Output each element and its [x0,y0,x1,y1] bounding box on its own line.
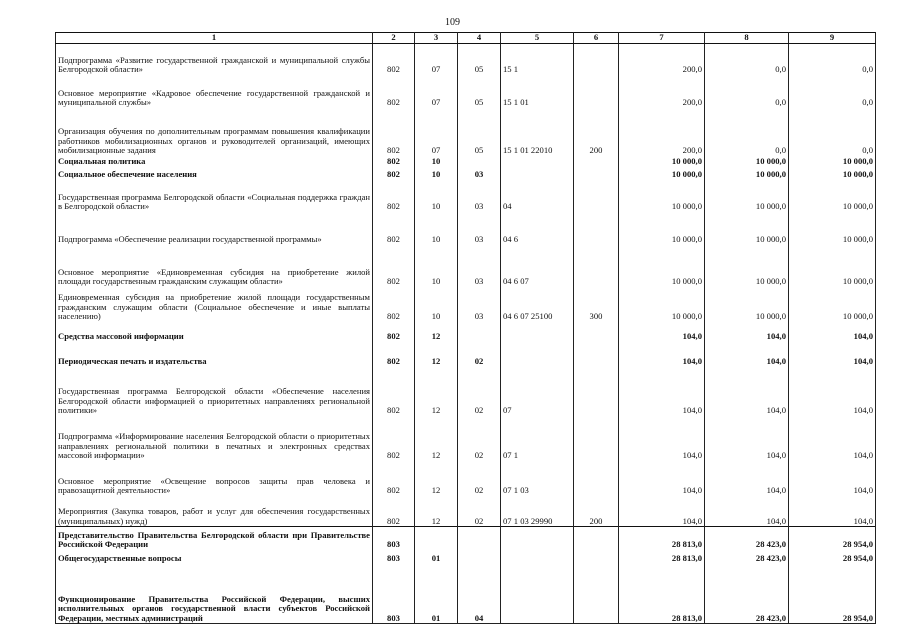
subsection-cell [458,550,501,564]
code-cell: 803 [373,550,415,564]
value-cell-col9: 10 000,0 [789,245,876,287]
subsection-cell: 02 [458,496,501,527]
target-article-cell [501,342,574,367]
subsection-cell: 02 [458,416,501,461]
expense-type-cell [574,156,619,167]
row-name-cell: Функционирование Правительства Российской Федерации, высших исполнительных органов государственной власти субъектов Российской Федерации, местных администраций [56,564,373,624]
subsection-cell [458,322,501,342]
subsection-cell: 02 [458,342,501,367]
section-cell: 12 [415,416,458,461]
target-article-cell [501,322,574,342]
table-row [56,212,876,245]
expense-type-cell [574,180,619,212]
subsection-cell: 03 [458,287,501,322]
table-row [56,367,876,416]
expense-type-cell [574,245,619,287]
value-cell-col9: 28 954,0 [789,527,876,550]
target-article-cell [501,550,574,564]
target-article-cell: 15 1 01 [501,75,574,108]
value-cell-col9: 104,0 [789,416,876,461]
expense-type-cell: 300 [574,287,619,322]
value-cell-col9: 104,0 [789,367,876,416]
value-cell-col7: 200,0 [619,44,705,75]
expense-type-cell [574,167,619,180]
target-article-cell [501,527,574,550]
section-cell: 12 [415,342,458,367]
value-cell-col8: 28 423,0 [705,564,789,624]
subsection-cell [458,156,501,167]
header-cell: 4 [458,33,501,44]
section-cell: 12 [415,322,458,342]
expense-type-cell: 200 [574,108,619,156]
value-cell-col9: 0,0 [789,108,876,156]
row-name-cell: Мероприятия (Закупка товаров, работ и услуг для обеспечения государственных (муниципальных) нужд) [56,496,373,527]
section-cell: 10 [415,167,458,180]
code-cell: 802 [373,156,415,167]
section-cell: 12 [415,496,458,527]
code-cell: 802 [373,342,415,367]
expense-type-cell [574,367,619,416]
expense-type-cell [574,550,619,564]
code-cell: 802 [373,180,415,212]
page-number: 109 [445,17,460,28]
code-cell: 802 [373,287,415,322]
target-article-cell: 07 [501,367,574,416]
row-name-cell: Государственная программа Белгородской области «Социальная поддержка граждан в Белгородской области» [56,180,373,212]
table-row [56,108,876,156]
target-article-cell: 04 6 [501,212,574,245]
subsection-cell: 03 [458,167,501,180]
code-cell: 802 [373,212,415,245]
table-row [56,564,876,624]
section-cell: 10 [415,180,458,212]
value-cell-col7: 28 813,0 [619,550,705,564]
subsection-cell: 03 [458,180,501,212]
value-cell-col9: 104,0 [789,342,876,367]
header-cell: 9 [789,33,876,44]
section-cell: 10 [415,287,458,322]
value-cell-col8: 104,0 [705,342,789,367]
value-cell-col9: 10 000,0 [789,167,876,180]
expense-type-cell [574,416,619,461]
target-article-cell: 04 6 07 25100 [501,287,574,322]
row-name-cell: Основное мероприятие «Кадровое обеспечение государственной гражданской и муниципальной службы» [56,75,373,108]
row-name-cell: Подпрограмма «Обеспечение реализации государственной программы» [56,212,373,245]
code-cell: 802 [373,245,415,287]
value-cell-col9: 10 000,0 [789,180,876,212]
value-cell-col7: 10 000,0 [619,156,705,167]
expense-type-cell [574,212,619,245]
value-cell-col8: 10 000,0 [705,180,789,212]
value-cell-col8: 10 000,0 [705,245,789,287]
value-cell-col7: 28 813,0 [619,527,705,550]
code-cell: 802 [373,367,415,416]
row-name-cell: Социальная политика [56,156,373,167]
expense-type-cell [574,564,619,624]
value-cell-col8: 0,0 [705,108,789,156]
value-cell-col7: 200,0 [619,108,705,156]
table-row [56,44,876,75]
value-cell-col9: 104,0 [789,496,876,527]
expense-type-cell [574,342,619,367]
expense-type-cell [574,527,619,550]
code-cell: 802 [373,167,415,180]
value-cell-col7: 104,0 [619,322,705,342]
value-cell-col8: 104,0 [705,322,789,342]
section-cell: 10 [415,212,458,245]
subsection-cell: 03 [458,212,501,245]
value-cell-col8: 28 423,0 [705,527,789,550]
target-article-cell: 04 6 07 [501,245,574,287]
value-cell-col7: 104,0 [619,461,705,496]
subsection-cell [458,527,501,550]
value-cell-col9: 0,0 [789,44,876,75]
table-row [56,180,876,212]
table-row [56,342,876,367]
target-article-cell: 15 1 01 22010 [501,108,574,156]
value-cell-col9: 104,0 [789,322,876,342]
target-article-cell [501,156,574,167]
section-cell: 01 [415,550,458,564]
row-name-cell: Подпрограмма «Развитие государственной гражданской и муниципальной службы Белгородской области» [56,44,373,75]
section-cell: 01 [415,564,458,624]
code-cell: 802 [373,416,415,461]
section-cell: 07 [415,75,458,108]
header-cell: 2 [373,33,415,44]
row-name-cell: Подпрограмма «Информирование населения Белгородской области о приоритетных направлениях региональной политики в печатных и электронных средствах массовой информации» [56,416,373,461]
value-cell-col8: 104,0 [705,461,789,496]
code-cell: 802 [373,75,415,108]
subsection-cell: 03 [458,245,501,287]
value-cell-col7: 104,0 [619,496,705,527]
target-article-cell: 15 1 [501,44,574,75]
row-name-cell: Государственная программа Белгородской области «Обеспечение населения Белгородской области информацией о приоритетных направлениях региональной политики» [56,367,373,416]
value-cell-col9: 0,0 [789,75,876,108]
subsection-cell: 05 [458,44,501,75]
expense-type-cell [574,44,619,75]
section-cell: 10 [415,245,458,287]
expense-type-cell [574,461,619,496]
row-name-cell: Организация обучения по дополнительным программам повышения квалификации работников мобилизационных органов и руководителей организаций, имеющих мобилизационные задания [56,108,373,156]
subsection-cell: 05 [458,75,501,108]
value-cell-col8: 0,0 [705,75,789,108]
table-row [56,287,876,322]
section-cell: 10 [415,156,458,167]
value-cell-col8: 10 000,0 [705,156,789,167]
row-name-cell: Средства массовой информации [56,322,373,342]
target-article-cell: 07 1 [501,416,574,461]
budget-table [55,32,876,624]
row-name-cell: Единовременная субсидия на приобретение жилой площади государственным гражданским служащим области (Социальное обеспечение и иные выплаты населению) [56,287,373,322]
section-cell: 12 [415,367,458,416]
code-cell: 802 [373,322,415,342]
target-article-cell: 07 1 03 [501,461,574,496]
header-cell: 8 [705,33,789,44]
table-row [56,496,876,527]
section-cell: 07 [415,108,458,156]
target-article-cell [501,167,574,180]
table-body [56,44,876,624]
row-name-cell: Основное мероприятие «Освещение вопросов защиты прав человека и правозащитной деятельности» [56,461,373,496]
code-cell: 802 [373,44,415,75]
section-cell: 12 [415,461,458,496]
value-cell-col7: 200,0 [619,75,705,108]
table-row [56,416,876,461]
value-cell-col8: 28 423,0 [705,550,789,564]
expense-type-cell [574,322,619,342]
header-cell: 5 [501,33,574,44]
table-row [56,550,876,564]
subsection-cell: 05 [458,108,501,156]
value-cell-col9: 10 000,0 [789,156,876,167]
row-name-cell: Социальное обеспечение населения [56,167,373,180]
value-cell-col9: 28 954,0 [789,550,876,564]
value-cell-col8: 10 000,0 [705,167,789,180]
subsection-cell: 02 [458,367,501,416]
code-cell: 803 [373,527,415,550]
code-cell: 802 [373,496,415,527]
table-row [56,461,876,496]
row-name-cell: Основное мероприятие «Единовременная субсидия на приобретение жилой площади государственным гражданским служащим области» [56,245,373,287]
value-cell-col7: 10 000,0 [619,212,705,245]
subsection-cell: 04 [458,564,501,624]
value-cell-col7: 104,0 [619,342,705,367]
row-name-cell: Периодическая печать и издательства [56,342,373,367]
expense-type-cell [574,75,619,108]
target-article-cell [501,564,574,624]
value-cell-col8: 104,0 [705,416,789,461]
value-cell-col7: 104,0 [619,367,705,416]
header-cell: 1 [56,33,373,44]
value-cell-col7: 104,0 [619,416,705,461]
value-cell-col7: 10 000,0 [619,287,705,322]
table-row [56,322,876,342]
value-cell-col7: 10 000,0 [619,180,705,212]
value-cell-col8: 104,0 [705,367,789,416]
table-row [56,75,876,108]
section-cell: 07 [415,44,458,75]
value-cell-col7: 10 000,0 [619,167,705,180]
value-cell-col7: 28 813,0 [619,564,705,624]
table-row [56,527,876,550]
value-cell-col7: 10 000,0 [619,245,705,287]
row-name-cell: Представительство Правительства Белгородской области при Правительстве Российской Федерации [56,527,373,550]
value-cell-col8: 0,0 [705,44,789,75]
value-cell-col9: 10 000,0 [789,212,876,245]
code-cell: 802 [373,108,415,156]
subsection-cell: 02 [458,461,501,496]
table-row [56,167,876,180]
code-cell: 802 [373,461,415,496]
expense-type-cell: 200 [574,496,619,527]
value-cell-col9: 10 000,0 [789,287,876,322]
value-cell-col9: 28 954,0 [789,564,876,624]
header-cell: 3 [415,33,458,44]
table-row [56,156,876,167]
code-cell: 803 [373,564,415,624]
header-row [56,33,876,44]
section-cell [415,527,458,550]
value-cell-col9: 104,0 [789,461,876,496]
row-name-cell: Общегосударственные вопросы [56,550,373,564]
value-cell-col8: 10 000,0 [705,212,789,245]
value-cell-col8: 10 000,0 [705,287,789,322]
header-cell: 7 [619,33,705,44]
target-article-cell: 07 1 03 29990 [501,496,574,527]
target-article-cell: 04 [501,180,574,212]
table-row [56,245,876,287]
header-cell: 6 [574,33,619,44]
value-cell-col8: 104,0 [705,496,789,527]
